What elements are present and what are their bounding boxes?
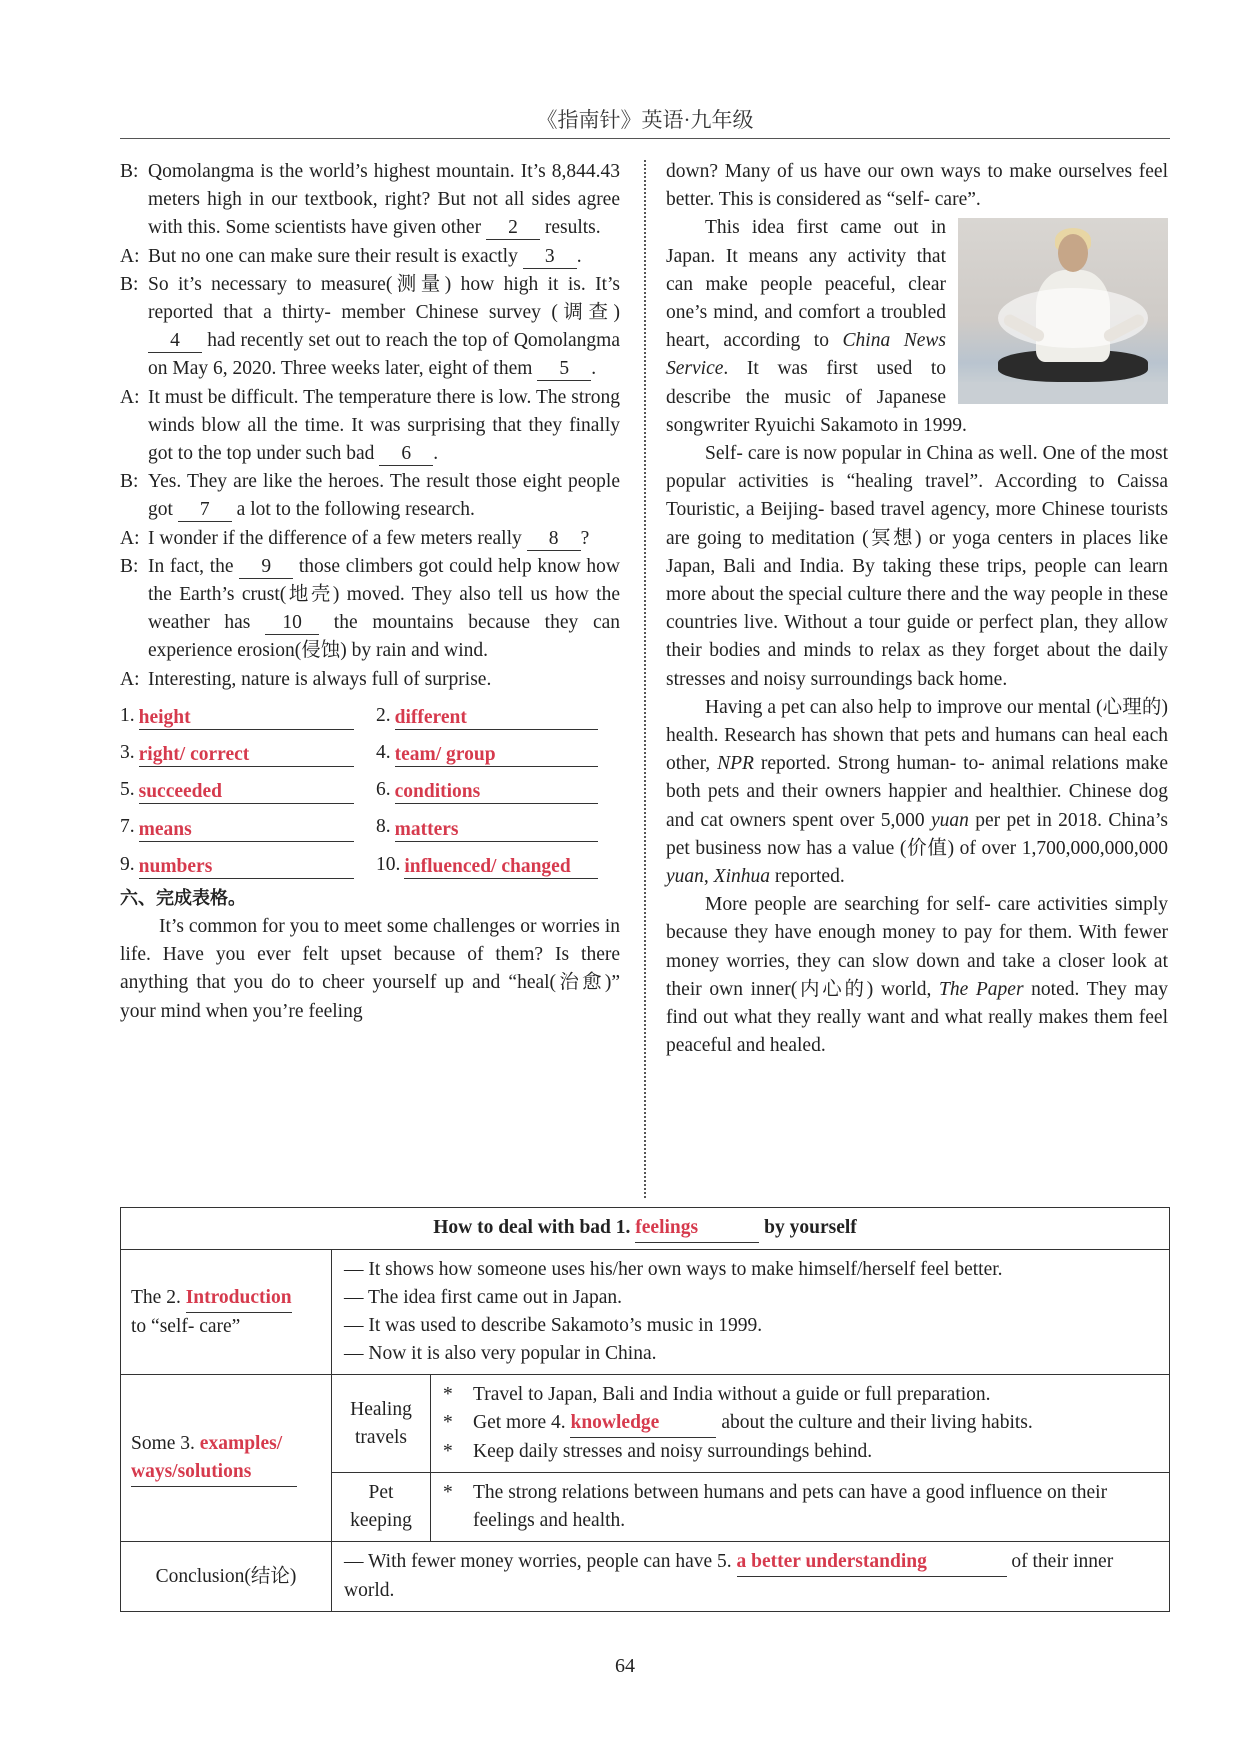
speaker: B: <box>120 555 139 577</box>
source-name: Xinhua <box>713 866 770 888</box>
answer-key <box>120 702 620 879</box>
answer-item: 2. different <box>376 702 620 730</box>
speaker: A: <box>120 386 140 408</box>
speaker: A: <box>120 668 140 690</box>
answer-text: means <box>139 818 354 842</box>
meditation-photo <box>958 218 1168 404</box>
row-content <box>431 1473 1170 1542</box>
answer-text: Introduction <box>186 1284 292 1313</box>
speaker: B: <box>120 471 139 493</box>
answer-item: 7. means <box>120 813 376 841</box>
row-content: — With fewer money worries, people can have 5. a better understanding of their inner world. <box>332 1542 1170 1612</box>
blank-5: 5 <box>537 358 591 381</box>
section-title: 六、完成表格。 <box>120 887 246 909</box>
list-item: * Travel to Japan, Bali and India without a guide or full preparation. <box>443 1384 991 1405</box>
table-row <box>121 1542 1170 1612</box>
blank-2: 2 <box>486 217 540 240</box>
dialogue-turn <box>120 468 620 524</box>
passage-paragraph: Self- care is now popular in China as well. One of the most popular activities is “healing travel”. According to Caissa Touristic, a Beijing- based travel agency, more Chinese tourists are going to meditation (冥想) or yoga centers in places like Japan, Bali and India. By taking these trips, people can learn more about the special culture there and the way people in these countries live. Without a tour guide or perfect plan, they allow their bodies and minds to relax as they forget about the daily stresses and noisy surroundings back home. <box>666 443 1168 690</box>
blank-3: 3 <box>523 246 577 269</box>
speaker: A: <box>120 245 140 267</box>
blank-10: 10 <box>265 612 319 635</box>
answer-text: examples/ <box>199 1432 283 1454</box>
answer-text: matters <box>395 818 598 842</box>
passage-paragraph: down? Many of us have our own ways to make ourselves feel better. This is considered as “self- care”. <box>666 161 1168 211</box>
row-content: — It shows how someone uses his/her own ways to make himself/herself feel better. — The idea first came out in Japan. — It was used to describe Sakamoto’s music in 1999. — Now it is also very popular in China. <box>332 1250 1170 1375</box>
passage-paragraph: It’s common for you to meet some challenges or worries in life. Have you ever felt upset because of them? Is there anything that you do to cheer yourself up and “heal(治愈)” your mind when you’re feeling <box>120 916 620 1022</box>
source-name: The Paper <box>938 978 1024 1000</box>
list-item: * Get more 4. knowledge about the culture and their living habits. <box>443 1409 1157 1438</box>
utterance: I wonder if the difference of a few meters really 8 ? <box>148 527 590 549</box>
dialogue-turn <box>120 158 620 243</box>
answer-text: height <box>139 706 354 730</box>
utterance: It must be difficult. The temperature there is low. The strong winds blow all the time. It was surprising that they finally got to the top under such bad 6 . <box>148 386 620 465</box>
utterance: Yes. They are like the heroes. The result those eight people got 7 a lot to the following research. <box>148 471 620 521</box>
row-label: Some 3. examples/ ways/solutions <box>121 1375 332 1542</box>
speaker: B: <box>120 273 139 295</box>
blank-8: 8 <box>527 528 581 551</box>
answer-item: 8. matters <box>376 813 620 841</box>
utterance: So it’s necessary to measure(测量) how high it is. It’s reported that a thirty- member Chinese survey (调查) 4 had recently set out to reach the top of Qomolangma on May 6, 2020. Three weeks later, eight of them 5 . <box>148 273 620 380</box>
dialogue-turn <box>120 271 620 384</box>
currency: yuan <box>666 866 704 888</box>
speaker: A: <box>120 527 140 549</box>
answer-text: a better understanding <box>737 1548 1007 1577</box>
blank-9: 9 <box>239 556 293 579</box>
answer-text: influenced/ changed <box>404 855 598 879</box>
source-name: China News Service <box>666 330 947 380</box>
speaker: B: <box>120 161 139 182</box>
page-header: 《指南针》英语·九年级 <box>536 108 754 132</box>
passage-paragraph: This idea first came out in Japan. It means any activity that can make people peaceful, clear one’s mind, and comfort a troubled heart, according to China News Service. It was first used to describe the music of Japanese songwriter Ryuichi Sakamoto in 1999. <box>666 217 967 436</box>
row-label: The 2. Introduction to “self- care” <box>121 1250 332 1375</box>
answer-text: feelings <box>635 1214 759 1243</box>
answer-item: 6. conditions <box>376 776 620 804</box>
answer-item: 5. succeeded <box>120 776 376 804</box>
column-divider <box>644 160 646 1198</box>
dialogue-turn <box>120 553 620 666</box>
currency: yuan <box>930 809 969 831</box>
header-rule <box>120 138 1170 139</box>
right-column <box>666 158 1168 1061</box>
passage-paragraph: Having a pet can also help to improve our mental (心理的) health. Research has shown that pets and humans can heal each other, NPR reported. Strong human- to- animal relations make both pets and their owners happier and healthier. Chinese dog and cat owners spent over 5,000 yuan per pet in 2018. China’s pet business now has a value (价值) of over 1,700,000,000,000 yuan, Xinhua reported. <box>666 696 1168 888</box>
list-item: * Keep daily stresses and noisy surroundings behind. <box>443 1441 873 1462</box>
dialogue-turn <box>120 384 620 469</box>
utterance: But no one can make sure their result is exactly 3 . <box>148 245 582 267</box>
answer-text: numbers <box>139 855 354 879</box>
answer-item: 4. team/ group <box>376 739 620 767</box>
utterance: Interesting, nature is always full of surprise. <box>148 668 492 690</box>
dialogue-turn <box>120 666 620 694</box>
row-content <box>431 1375 1170 1473</box>
blank-6: 6 <box>379 443 433 466</box>
answer-item: 10. influenced/ changed <box>376 851 620 879</box>
source-name: NPR <box>717 753 754 775</box>
dialogue <box>120 158 620 694</box>
answer-item: 3. right/ correct <box>120 739 376 767</box>
blank-7: 7 <box>178 499 232 522</box>
answer-text: right/ correct <box>139 743 354 767</box>
dialogue-turn <box>120 525 620 553</box>
passage-paragraph: More people are searching for self- care activities simply because they have enough money to pay for them. With fewer money worries, they can slow down and take a closer look at their own inner(内心的) world, The Paper noted. They may find out what they really want and what really makes them feel peaceful and healed. <box>666 894 1168 1057</box>
list-item: * The strong relations between humans and pets can have a good influence on their feelings and health. <box>443 1482 1108 1531</box>
table-title: How to deal with bad 1. feelings by yourself <box>121 1208 1170 1250</box>
answer-text: knowledge <box>570 1409 716 1438</box>
answer-text: team/ group <box>395 743 598 767</box>
row-label: Conclusion(结论) <box>121 1542 332 1612</box>
sub-label: Pet keeping <box>332 1473 431 1542</box>
answer-text: ways/solutions <box>131 1458 297 1487</box>
left-column <box>120 158 620 1026</box>
summary-table <box>120 1207 1170 1612</box>
answer-item: 1. height <box>120 702 376 730</box>
table-row <box>121 1250 1170 1375</box>
dialogue-turn <box>120 243 620 271</box>
answer-text: conditions <box>395 780 598 804</box>
blank-4: 4 <box>148 330 202 353</box>
sub-label: Healing travels <box>332 1375 431 1473</box>
answer-text: succeeded <box>139 780 354 804</box>
table-row <box>121 1375 1170 1473</box>
answer-text: different <box>395 706 598 730</box>
answer-item: 9. numbers <box>120 851 376 879</box>
page-number: 64 <box>615 1655 635 1677</box>
utterance: Qomolangma is the world’s highest mountain. It’s 8,844.43 meters high in our textbook, right? But not all sides agree with this. Some scientists have given other 2 results. <box>148 161 620 239</box>
utterance: In fact, the 9 those climbers got could help know how the Earth’s crust(地壳) moved. They also tell us how the weather has 10 the mountains because they can experience erosion(侵蚀) by rain and wind. <box>148 555 621 662</box>
table-row <box>121 1208 1170 1250</box>
